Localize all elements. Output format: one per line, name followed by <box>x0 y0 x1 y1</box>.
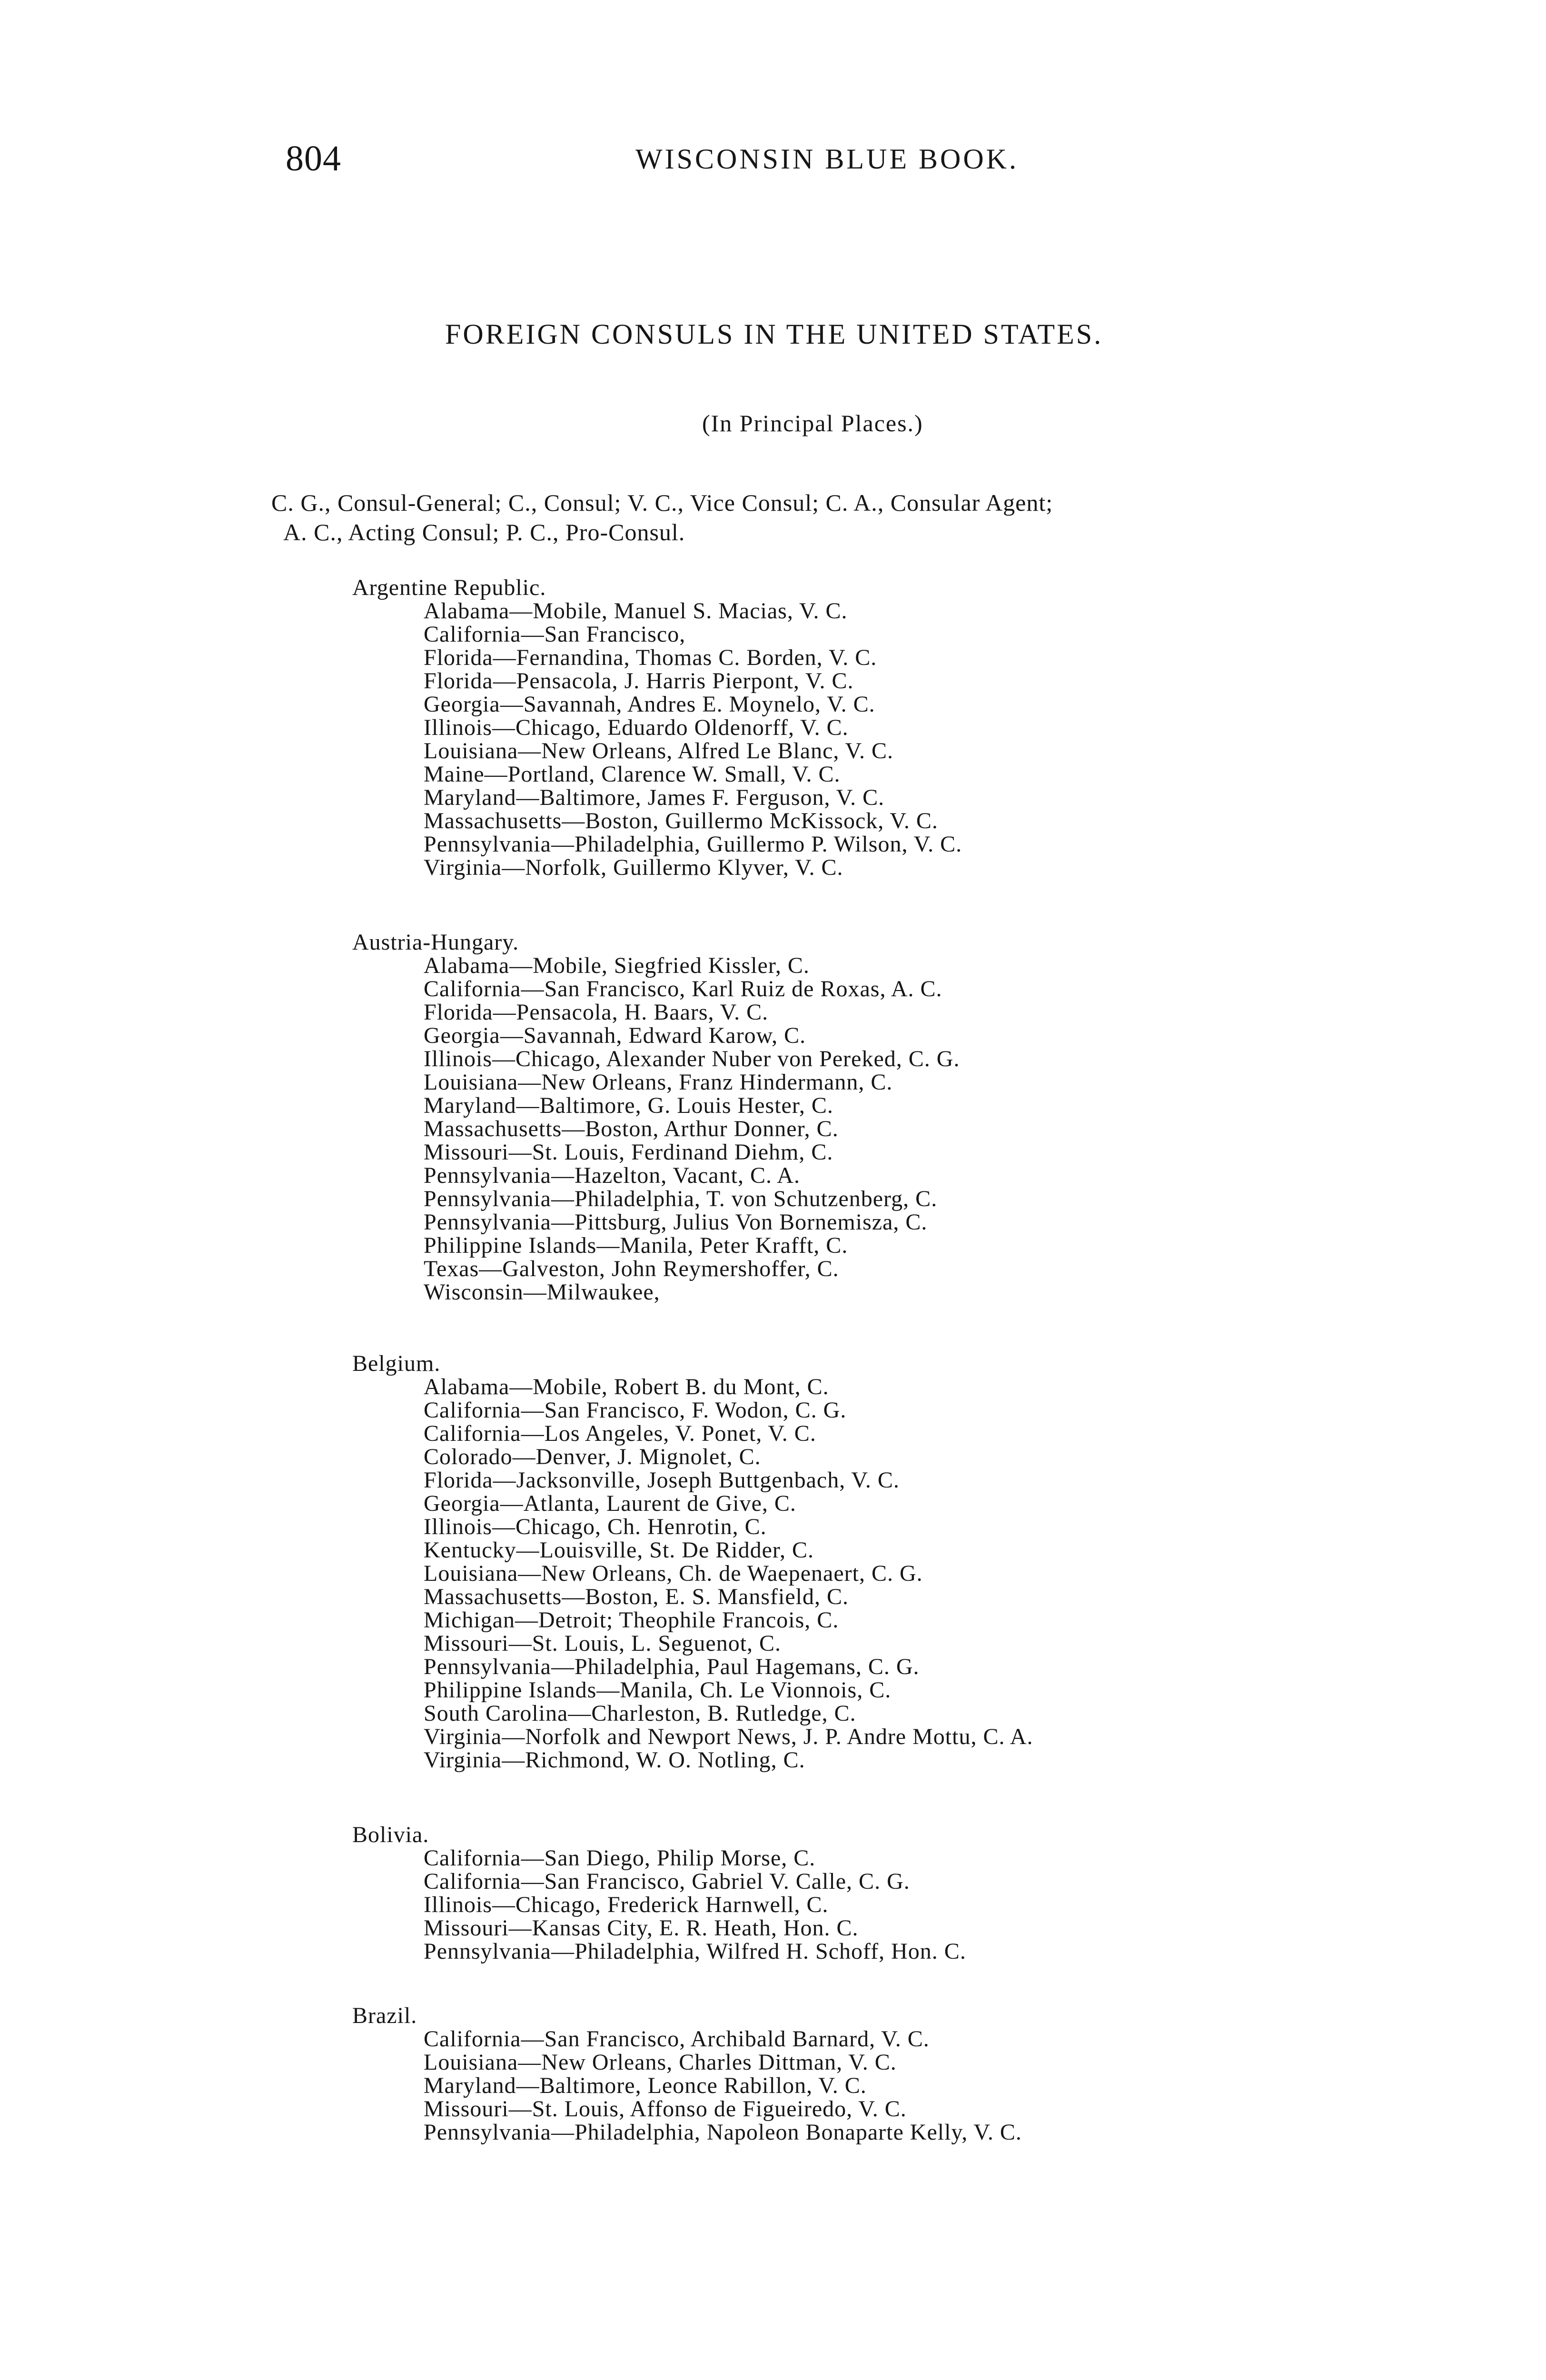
consul-entry: Missouri—St. Louis, Affonso de Figueiredo, V. C. <box>424 2096 907 2122</box>
consul-entry: Louisiana—New Orleans, Franz Hindermann, C. <box>424 1070 893 1095</box>
consul-entry: Illinois—Chicago, Ch. Henrotin, C. <box>424 1514 767 1539</box>
consul-entry: Maine—Portland, Clarence W. Small, V. C. <box>424 762 841 787</box>
consul-entry: Louisiana—New Orleans, Charles Dittman, V. C. <box>424 2050 897 2075</box>
consul-entry: Texas—Galveston, John Reymershoffer, C. <box>424 1256 839 1281</box>
country-heading: Austria-Hungary. <box>352 930 519 955</box>
consul-entry: Florida—Fernandina, Thomas C. Borden, V. C. <box>424 645 877 670</box>
consul-entry: California—San Francisco, Archibald Barnard, V. C. <box>424 2026 930 2052</box>
consul-list <box>352 599 1447 879</box>
consul-entry: Pennsylvania—Philadelphia, Napoleon Bonaparte Kelly, V. C. <box>424 2120 1022 2145</box>
consul-entry: Massachusetts—Boston, Arthur Donner, C. <box>424 1116 839 1141</box>
consul-entry: California—San Francisco, Gabriel V. Calle, C. G. <box>424 1869 910 1894</box>
consul-entry: Philippine Islands—Manila, Peter Krafft, C. <box>424 1233 848 1258</box>
consul-entry: Florida—Pensacola, J. Harris Pierpont, V. C. <box>424 668 854 694</box>
page-subtitle: (In Principal Places.) <box>702 410 923 436</box>
consul-entry: Georgia—Savannah, Andres E. Moynelo, V. C. <box>424 692 875 717</box>
consul-entry: Philippine Islands—Manila, Ch. Le Vionnois, C. <box>424 1677 892 1703</box>
section-brazil <box>352 2004 1447 2144</box>
consul-entry: Missouri—St. Louis, L. Seguenot, C. <box>424 1631 782 1656</box>
consul-entry: Wisconsin—Milwaukee, <box>424 1279 660 1305</box>
country-heading: Bolivia. <box>352 1822 429 1847</box>
consul-entry: Massachusetts—Boston, Guillermo McKissock, V. C. <box>424 808 938 833</box>
consul-entry: California—Los Angeles, V. Ponet, V. C. <box>424 1421 816 1446</box>
consul-entry: Illinois—Chicago, Eduardo Oldenorff, V. C. <box>424 715 849 740</box>
consul-entry: Pennsylvania—Pittsburg, Julius Von Bornemisza, C. <box>424 1210 928 1235</box>
consul-entry: Colorado—Denver, J. Mignolet, C. <box>424 1444 761 1469</box>
consul-entry: Virginia—Norfolk, Guillermo Klyver, V. C. <box>424 855 843 880</box>
page-title: FOREIGN CONSULS IN THE UNITED STATES. <box>445 318 1103 350</box>
consul-entry: Kentucky—Louisville, St. De Ridder, C. <box>424 1537 814 1563</box>
consul-entry: California—San Francisco, <box>424 622 686 647</box>
page-number: 804 <box>286 139 341 178</box>
consul-entry: Florida—Jacksonville, Joseph Buttgenbach, V. C. <box>424 1468 900 1493</box>
consul-entry: Missouri—Kansas City, E. R. Heath, Hon. C. <box>424 1915 859 1941</box>
consul-list <box>352 2027 1447 2144</box>
abbreviations-line-1: C. G., Consul-General; C., Consul; V. C., Vice Consul; C. A., Consular Agent; <box>271 489 1053 516</box>
consul-entry: California—San Diego, Philip Morse, C. <box>424 1845 816 1871</box>
consul-entry: Maryland—Baltimore, G. Louis Hester, C. <box>424 1093 833 1118</box>
section-argentine-republic <box>352 576 1447 879</box>
consul-entry: Virginia—Norfolk and Newport News, J. P. Andre Mottu, C. A. <box>424 1724 1033 1749</box>
consul-list <box>352 1375 1447 1772</box>
consul-entry: Alabama—Mobile, Robert B. du Mont, C. <box>424 1374 829 1399</box>
abbreviations-key <box>271 488 1423 547</box>
consul-entry: Alabama—Mobile, Manuel S. Macias, V. C. <box>424 598 848 624</box>
section-bolivia <box>352 1823 1447 1963</box>
consul-entry: Georgia—Savannah, Edward Karow, C. <box>424 1023 806 1048</box>
consul-list <box>352 954 1447 1304</box>
consul-entry: South Carolina—Charleston, B. Rutledge, C. <box>424 1701 856 1726</box>
country-heading: Brazil. <box>352 2003 417 2028</box>
consul-entry: Maryland—Baltimore, James F. Ferguson, V. C. <box>424 785 885 810</box>
consul-entry: Pennsylvania—Hazelton, Vacant, C. A. <box>424 1163 800 1188</box>
consul-entry: Pennsylvania—Philadelphia, Paul Hagemans, C. G. <box>424 1654 920 1679</box>
country-heading: Argentine Republic. <box>352 575 546 600</box>
consul-entry: California—San Francisco, F. Wodon, C. G. <box>424 1398 847 1423</box>
consul-entry: Illinois—Chicago, Frederick Harnwell, C. <box>424 1892 829 1917</box>
consul-entry: Georgia—Atlanta, Laurent de Give, C. <box>424 1491 796 1516</box>
consul-entry: Pennsylvania—Philadelphia, T. von Schutzenberg, C. <box>424 1186 938 1211</box>
abbreviations-line-2: A. C., Acting Consul; P. C., Pro-Consul. <box>283 519 685 545</box>
consul-entry: Louisiana—New Orleans, Alfred Le Blanc, V. C. <box>424 738 894 764</box>
consul-entry: Missouri—St. Louis, Ferdinand Diehm, C. <box>424 1140 833 1165</box>
section-belgium <box>352 1352 1447 1772</box>
country-heading: Belgium. <box>352 1351 441 1376</box>
consul-entry: Maryland—Baltimore, Leonce Rabillon, V. C. <box>424 2073 867 2098</box>
section-austria-hungary <box>352 931 1447 1304</box>
consul-entry: Massachusetts—Boston, E. S. Mansfield, C. <box>424 1584 849 1609</box>
consul-entry: Illinois—Chicago, Alexander Nuber von Pereked, C. G. <box>424 1046 960 1071</box>
consul-list <box>352 1846 1447 1963</box>
consul-entry: Florida—Pensacola, H. Baars, V. C. <box>424 1000 769 1025</box>
consul-entry: California—San Francisco, Karl Ruiz de Roxas, A. C. <box>424 976 942 1002</box>
running-head: WISCONSIN BLUE BOOK. <box>635 143 1019 175</box>
consul-entry: Virginia—Richmond, W. O. Notling, C. <box>424 1747 805 1773</box>
consul-entry: Louisiana—New Orleans, Ch. de Waepenaert, C. G. <box>424 1561 923 1586</box>
consul-entry: Pennsylvania—Philadelphia, Wilfred H. Schoff, Hon. C. <box>424 1939 966 1964</box>
consul-entry: Alabama—Mobile, Siegfried Kissler, C. <box>424 953 810 978</box>
consul-entry: Michigan—Detroit; Theophile Francois, C. <box>424 1607 839 1633</box>
consul-entry: Pennsylvania—Philadelphia, Guillermo P. Wilson, V. C. <box>424 832 962 857</box>
